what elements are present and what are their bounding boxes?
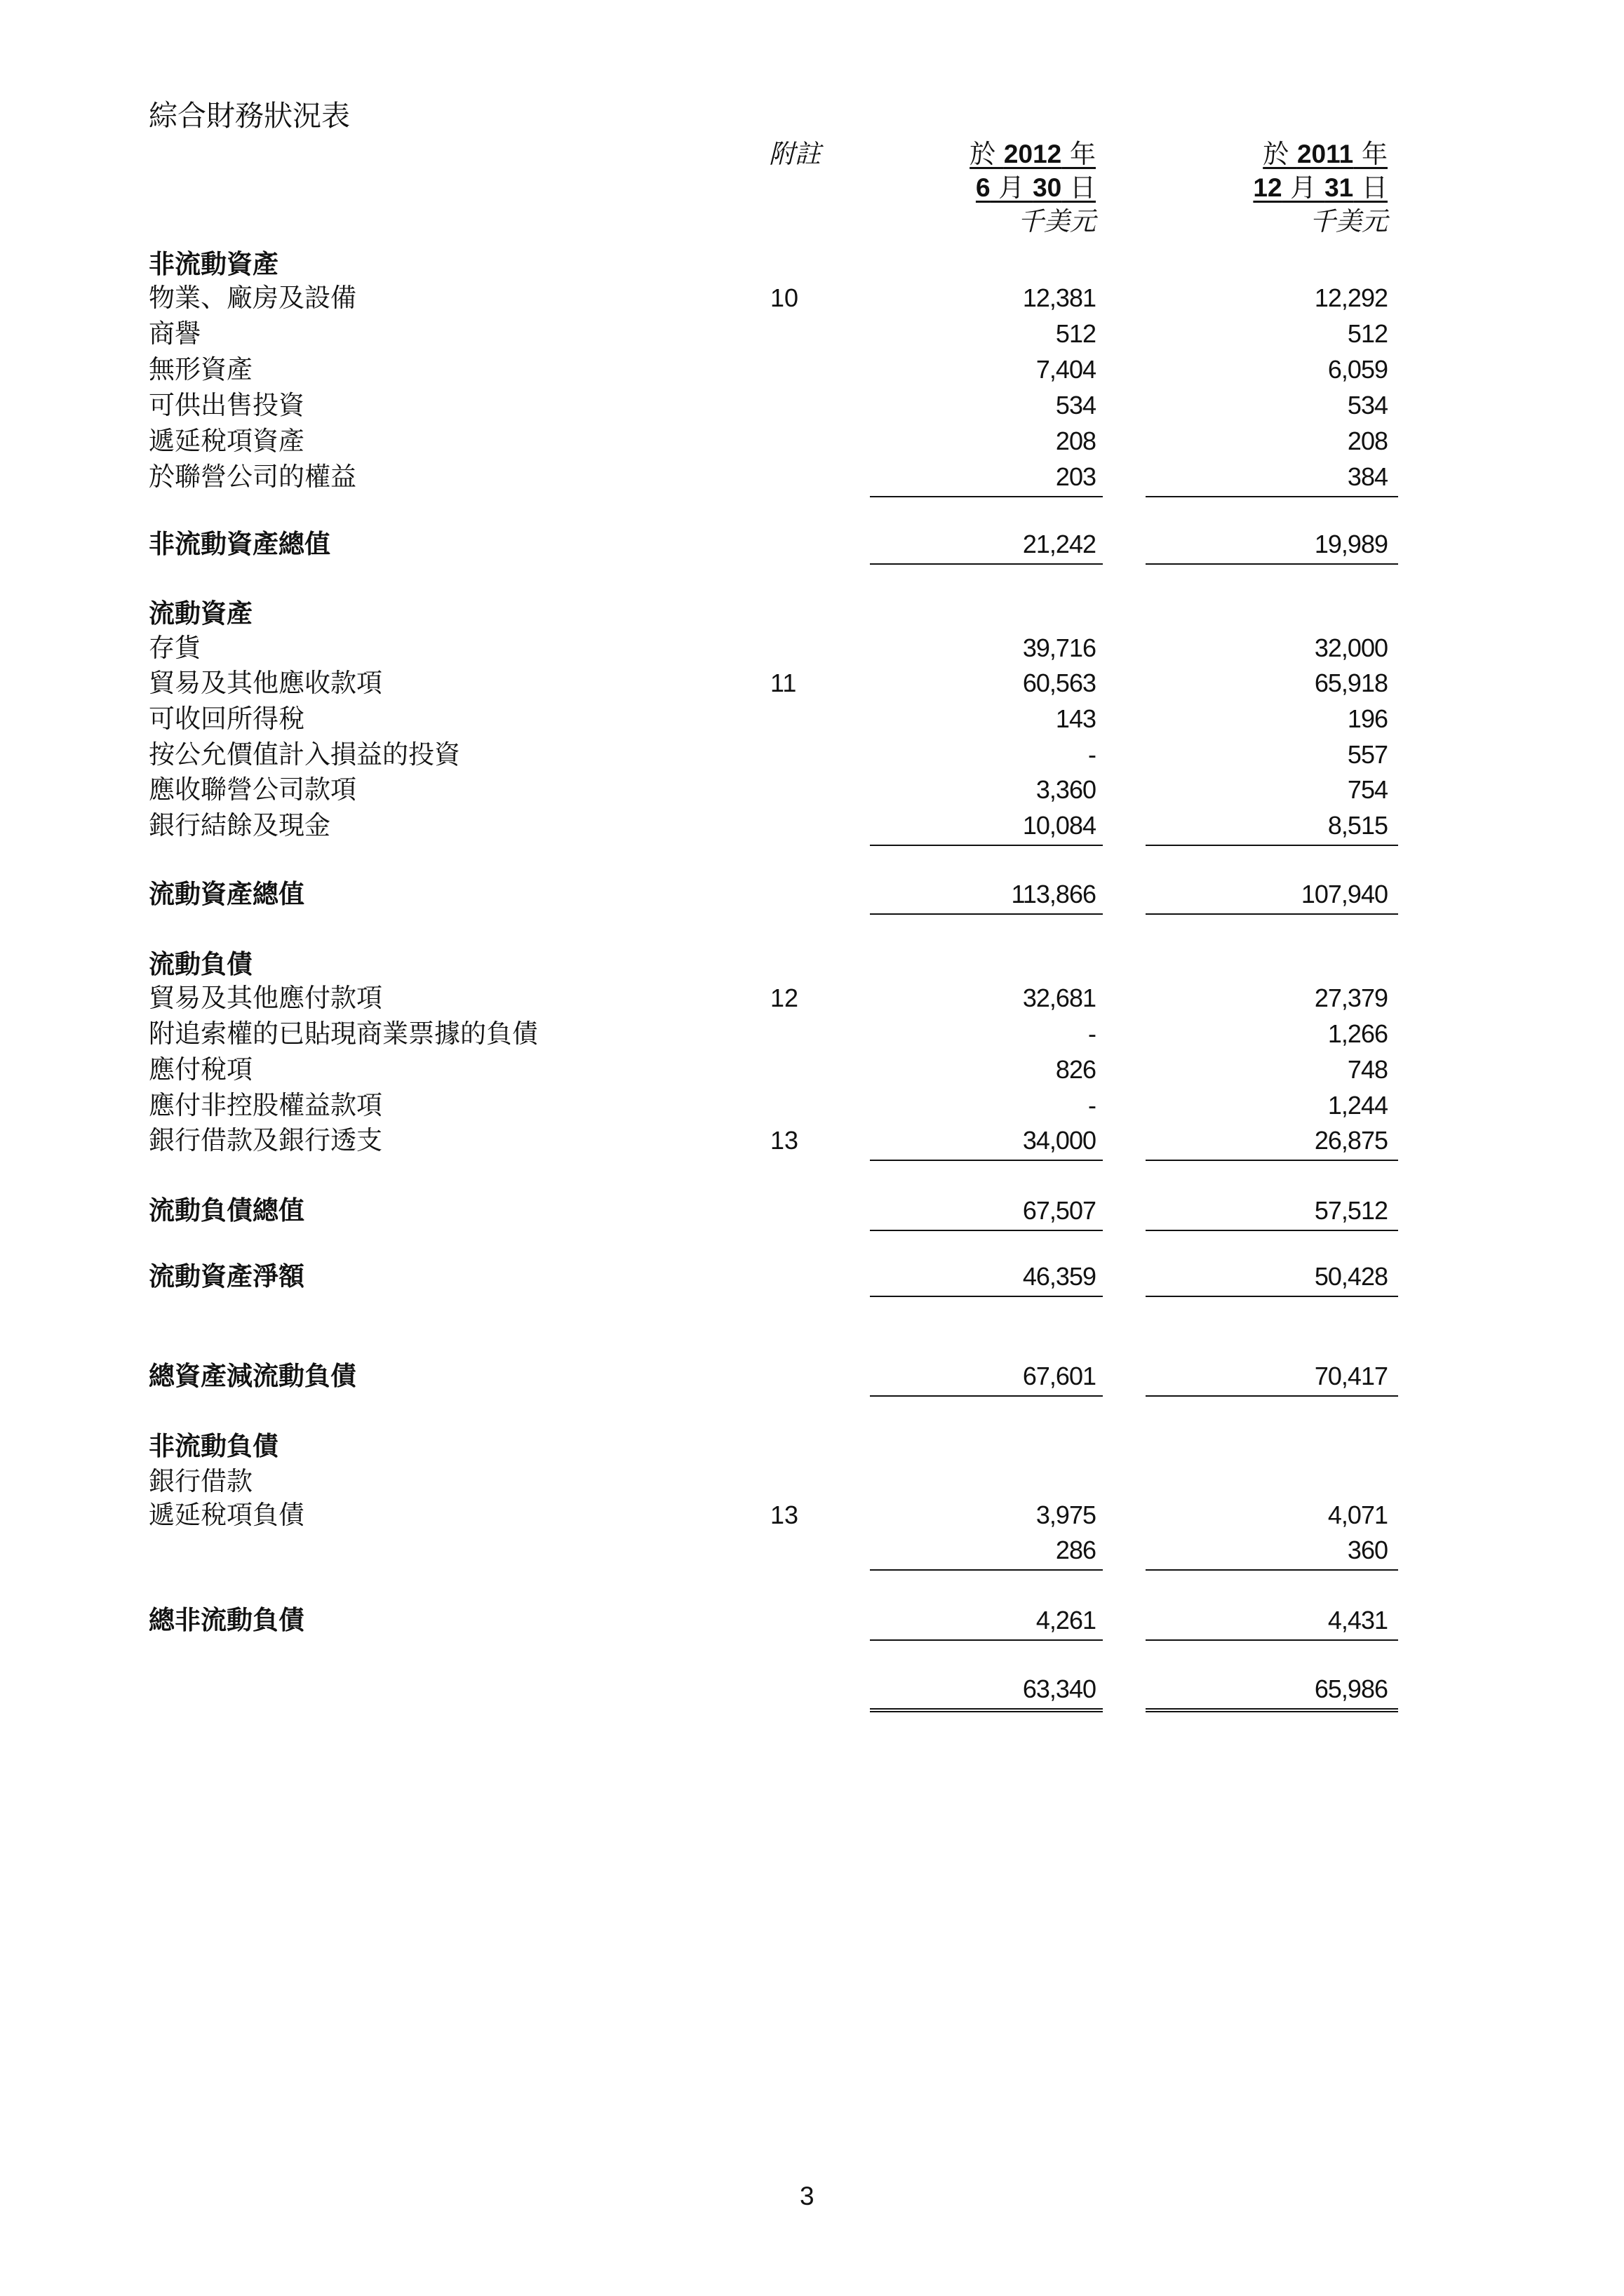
double-underline <box>870 1708 1103 1712</box>
total-row <box>0 877 1624 912</box>
sum-rule <box>870 1296 1103 1297</box>
total-row <box>0 1672 1624 1707</box>
value-2012: 67,601 <box>1022 1362 1096 1390</box>
sum-rule <box>1146 913 1398 915</box>
row-label: 商譽 <box>149 318 201 349</box>
section-heading <box>0 1429 1624 1464</box>
value-2012: 512 <box>1055 319 1096 348</box>
table-row <box>0 1123 1624 1158</box>
row-label: 銀行借款 <box>149 1466 253 1496</box>
row-label: 物業、廠房及設備 <box>149 283 356 313</box>
table-row <box>0 388 1624 423</box>
value-2012: 7,404 <box>1035 355 1096 384</box>
section-heading <box>0 596 1624 631</box>
value-2011: 12,292 <box>1314 283 1388 312</box>
row-label: 銀行借款及銀行透支 <box>149 1125 382 1155</box>
value-2011: 19,989 <box>1314 530 1388 558</box>
value-2011: 1,244 <box>1327 1091 1388 1120</box>
value-2011: 65,986 <box>1314 1674 1388 1703</box>
row-label: 可供出售投資 <box>149 390 304 420</box>
row-label: 可收回所得稅 <box>149 704 304 734</box>
value-2012: 12,381 <box>1022 283 1096 312</box>
value-2012: - <box>1088 740 1096 769</box>
sum-rule <box>1146 1160 1398 1161</box>
value-2012: 32,681 <box>1022 983 1096 1012</box>
row-label: 流動資產淨額 <box>149 1261 304 1291</box>
sum-rule <box>870 845 1103 846</box>
value-2011: 50,428 <box>1314 1262 1388 1291</box>
value-2012: 60,563 <box>1022 669 1096 697</box>
column-header-2012 <box>870 137 1096 239</box>
value-2011: 557 <box>1347 740 1388 769</box>
col1-month-suffix: 月 <box>990 173 1033 203</box>
note-column-header: 附註 <box>769 139 821 169</box>
sum-rule <box>1146 563 1398 565</box>
value-2012: 203 <box>1055 462 1096 491</box>
sum-rule <box>870 1395 1103 1397</box>
sum-rule <box>1146 1639 1398 1641</box>
value-2012: 3,360 <box>1035 775 1096 804</box>
table-row <box>0 1088 1624 1123</box>
row-label: 流動資產總值 <box>149 879 304 909</box>
table-row <box>0 316 1624 351</box>
row-label: 應付非控股權益款項 <box>149 1090 382 1120</box>
col2-month: 12 <box>1253 173 1282 202</box>
row-label: 非流動資產總值 <box>149 529 330 559</box>
value-2012: 34,000 <box>1022 1126 1096 1155</box>
value-2011: 754 <box>1347 775 1388 804</box>
col1-year-suffix: 年 <box>1061 139 1096 169</box>
col2-day: 31 <box>1324 173 1354 202</box>
value-2011: 384 <box>1347 462 1388 491</box>
value-2011: 27,379 <box>1314 983 1388 1012</box>
col2-year-suffix: 年 <box>1353 139 1388 169</box>
col1-day-suffix: 日 <box>1061 173 1096 203</box>
double-underline <box>1146 1708 1398 1712</box>
row-label: 流動資產 <box>149 598 253 629</box>
value-2011: 70,417 <box>1314 1362 1388 1390</box>
table-row <box>0 1498 1624 1533</box>
row-note: 13 <box>770 1501 799 1529</box>
row-label: 貿易及其他應收款項 <box>149 668 382 698</box>
value-2012: 208 <box>1055 427 1096 455</box>
sum-rule <box>1146 496 1398 497</box>
row-label: 總資產減流動負債 <box>149 1361 356 1391</box>
sum-rule <box>1146 1569 1398 1571</box>
total-row <box>0 1259 1624 1294</box>
value-2011: 1,266 <box>1327 1019 1388 1048</box>
sum-rule <box>1146 845 1398 846</box>
value-2011: 57,512 <box>1314 1196 1388 1225</box>
value-2012: 39,716 <box>1022 633 1096 662</box>
value-2011: 208 <box>1347 427 1388 455</box>
value-2011: 107,940 <box>1301 880 1388 908</box>
table-row <box>0 808 1624 843</box>
row-label: 遞延稅項負債 <box>149 1500 304 1530</box>
table-row <box>0 424 1624 459</box>
value-2011: 65,918 <box>1314 669 1388 697</box>
value-2011: 512 <box>1347 319 1388 348</box>
value-2012: 286 <box>1055 1536 1096 1564</box>
row-label: 應收聯營公司款項 <box>149 774 356 805</box>
col2-month-suffix: 月 <box>1282 173 1325 203</box>
table-row <box>0 1533 1624 1568</box>
total-row <box>0 1359 1624 1394</box>
row-label: 按公允價值計入損益的投資 <box>149 739 460 770</box>
value-2012: 143 <box>1055 704 1096 733</box>
total-row <box>0 1603 1624 1638</box>
col2-day-suffix: 日 <box>1353 173 1388 203</box>
row-label: 應付稅項 <box>149 1054 253 1085</box>
sum-rule <box>870 1230 1103 1231</box>
row-label: 非流動負債 <box>149 1431 279 1461</box>
page-title: 綜合財務狀況表 <box>149 99 350 133</box>
table-row <box>0 701 1624 737</box>
sum-rule <box>870 1569 1103 1571</box>
row-label: 總非流動負債 <box>149 1605 304 1635</box>
value-2012: 4,261 <box>1035 1606 1096 1634</box>
value-2012: 63,340 <box>1022 1674 1096 1703</box>
value-2011: 6,059 <box>1327 355 1388 384</box>
row-label: 於聯營公司的權益 <box>149 462 356 492</box>
table-row <box>0 1052 1624 1087</box>
value-2011: 534 <box>1347 391 1388 419</box>
sum-rule <box>870 1639 1103 1641</box>
value-2011: 26,875 <box>1314 1126 1388 1155</box>
row-label: 存貨 <box>149 633 201 663</box>
value-2012: 67,507 <box>1022 1196 1096 1225</box>
value-2011: 748 <box>1347 1055 1388 1084</box>
total-row <box>0 527 1624 562</box>
value-2012: - <box>1088 1091 1096 1120</box>
value-2012: 113,866 <box>1011 880 1096 908</box>
sum-rule <box>1146 1296 1398 1297</box>
column-header-2011 <box>1157 137 1388 239</box>
sum-rule <box>1146 1395 1398 1397</box>
sum-rule <box>870 1160 1103 1161</box>
row-label: 流動負債總值 <box>149 1195 304 1226</box>
table-row <box>0 737 1624 772</box>
row-note: 10 <box>770 283 799 312</box>
table-row <box>0 772 1624 807</box>
value-2012: 21,242 <box>1022 530 1096 558</box>
value-2012: 10,084 <box>1022 811 1096 840</box>
col2-unit: 千美元 <box>1310 206 1388 236</box>
value-2011: 4,431 <box>1327 1606 1388 1634</box>
table-row <box>0 459 1624 495</box>
col2-prefix: 於 <box>1263 139 1297 169</box>
row-label: 貿易及其他應付款項 <box>149 983 382 1013</box>
sum-rule <box>870 496 1103 497</box>
col1-month: 6 <box>975 173 991 202</box>
page-number: 3 <box>800 2182 814 2210</box>
table-row <box>0 352 1624 387</box>
col1-unit: 千美元 <box>1018 206 1096 236</box>
col2-year: 2011 <box>1296 140 1354 168</box>
value-2011: 8,515 <box>1327 811 1388 840</box>
table-row <box>0 1016 1624 1052</box>
table-row <box>0 281 1624 316</box>
table-row <box>0 981 1624 1016</box>
row-label: 無形資產 <box>149 354 253 384</box>
value-2011: 32,000 <box>1314 633 1388 662</box>
row-label: 流動負債 <box>149 949 253 979</box>
row-label: 銀行結餘及現金 <box>149 810 330 840</box>
table-row <box>0 666 1624 701</box>
value-2012: 534 <box>1055 391 1096 419</box>
row-label: 非流動資產 <box>149 249 279 279</box>
sum-rule <box>870 563 1103 565</box>
section-heading <box>0 247 1624 282</box>
table-row <box>0 1464 1624 1499</box>
value-2012: 3,975 <box>1035 1501 1096 1529</box>
col1-prefix: 於 <box>969 139 1004 169</box>
value-2011: 360 <box>1347 1536 1388 1564</box>
value-2011: 4,071 <box>1327 1501 1388 1529</box>
total-row <box>0 1193 1624 1228</box>
value-2011: 196 <box>1347 704 1388 733</box>
col1-day: 30 <box>1033 173 1062 202</box>
sum-rule <box>870 913 1103 915</box>
row-note: 12 <box>770 983 799 1012</box>
section-heading <box>0 947 1624 982</box>
row-note: 13 <box>770 1126 799 1155</box>
value-2012: - <box>1088 1019 1096 1048</box>
value-2012: 46,359 <box>1022 1262 1096 1291</box>
value-2012: 826 <box>1055 1055 1096 1084</box>
row-label: 遞延稅項資產 <box>149 426 304 456</box>
row-label: 附追索權的已貼現商業票據的負債 <box>149 1019 538 1049</box>
table-row <box>0 631 1624 666</box>
sum-rule <box>1146 1230 1398 1231</box>
row-note: 11 <box>770 669 797 697</box>
col1-year: 2012 <box>1003 140 1062 168</box>
